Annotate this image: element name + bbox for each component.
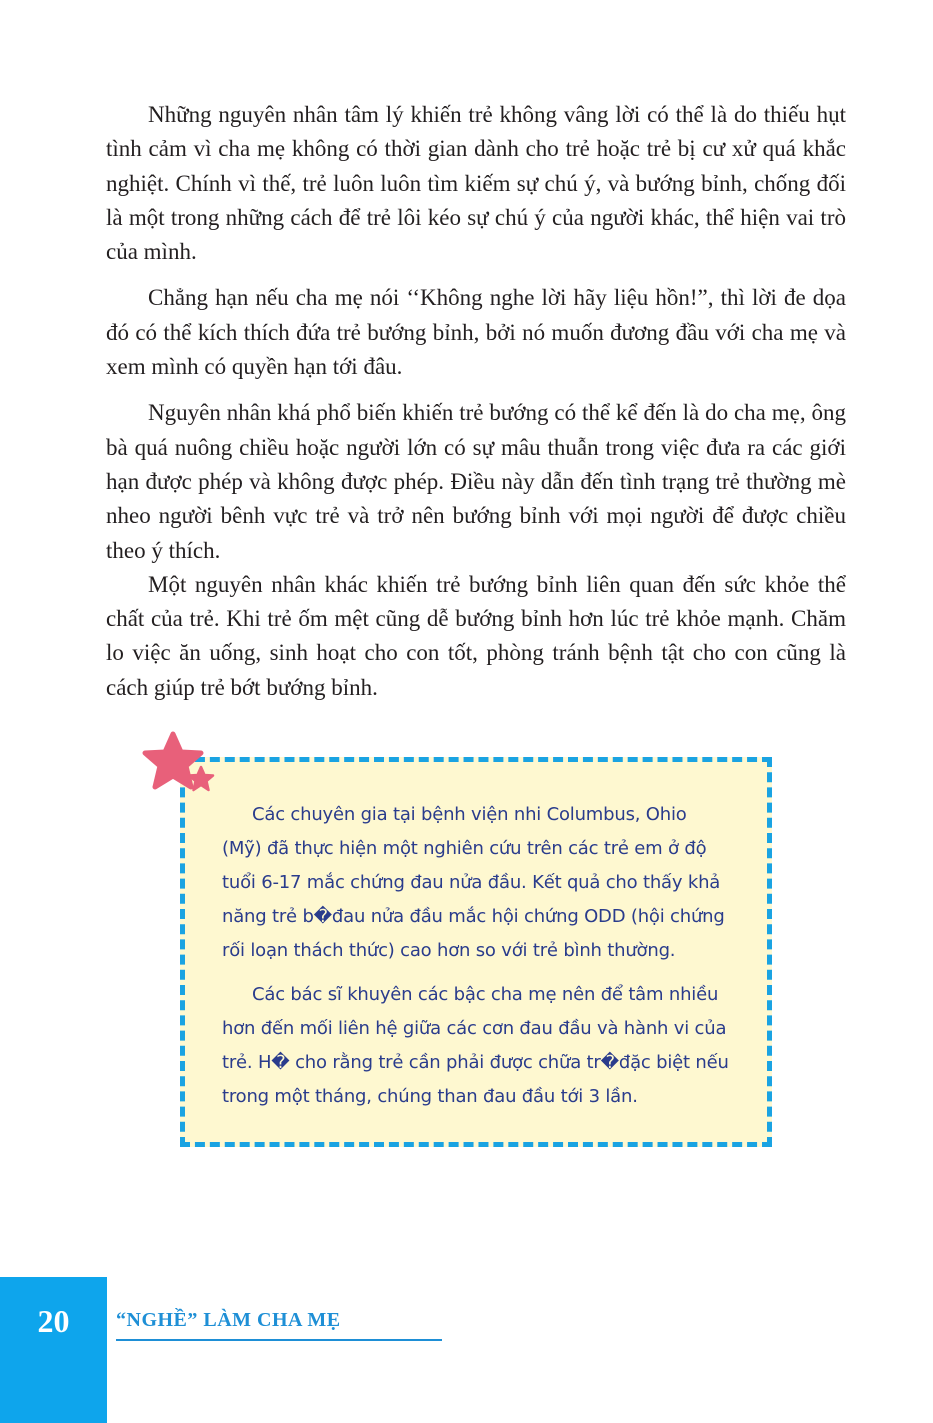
page-number: 20	[37, 1303, 70, 1339]
running-title: “NGHỀ” LÀM CHA MẸ	[116, 1309, 341, 1331]
main-text	[106, 98, 846, 717]
note-paragraph: Các chuyên gia tại bệnh viện nhi Columbus, Ohio (Mỹ) đã thực hiện một nghiên cứu trên các trẻ em ở độ tuổi 6-17 mắc chứng đau nửa đầu. Kết quả cho thấy khả năng trẻ b�đau nửa đầu mắc hội chứng ODD (hội chứng rối loạn thách thức) cao hơn so với trẻ bình thường.	[222, 804, 725, 961]
small-star-icon	[186, 764, 216, 794]
body-paragraph: Một nguyên nhân khác khiến trẻ bướng bỉnh liên quan đến sức khỏe thể chất của trẻ. Khi trẻ ốm mệt cũng dễ bướng bỉnh hơn lúc trẻ khỏe mạnh. Chăm lo việc ăn uống, sinh hoạt cho con tốt, phòng tránh bệnh tật cho con cũng là cách giúp trẻ bớt bướng bỉnh.	[106, 571, 846, 700]
page-number-tab	[0, 1277, 107, 1423]
body-paragraph: Chẳng hạn nếu cha mẹ nói ‘‘Không nghe lời hãy liệu hồn!”, thì lời đe dọa đó có thể kích thích đứa trẻ bướng bỉnh, bởi nó muốn đương đầu với cha mẹ và xem mình có quyền hạn tới đâu.	[106, 285, 846, 380]
body-paragraph: Nguyên nhân khá phổ biến khiến trẻ bướng có thể kể đến là do cha mẹ, ông bà quá nuông chiều hoặc người lớn có sự mâu thuẫn trong việc đưa ra các giới hạn được phép và không được phép. Điều này dẫn đến tình trạng trẻ thường mè nheo người bênh vực trẻ và trở nên bướng bỉnh với mọi người để được chiều theo ý thích.	[106, 400, 846, 563]
note-paragraph: Các bác sĩ khuyên các bậc cha mẹ nên để tâm nhiều hơn đến mối liên hệ giữa các cơn đau đầu và hành vi của trẻ. H� cho rằng trẻ cần phải được chữa tr�đặc biệt nếu trong một tháng, chúng than đau đầu tới 3 lần.	[222, 984, 729, 1107]
body-paragraph: Những nguyên nhân tâm lý khiến trẻ không vâng lời có thể là do thiếu hụt tình cảm vì cha mẹ không có thời gian dành cho trẻ hoặc trẻ bị cư xử quá khắc nghiệt. Chính vì thế, trẻ luôn luôn tìm kiếm sự chú ý, và bướng bỉnh, chống đối là một trong những cách để trẻ lôi kéo sự chú ý của người khác, thể hiện vai trò của mình.	[106, 102, 846, 265]
footer-divider	[116, 1339, 442, 1341]
info-note-box	[180, 757, 772, 1147]
